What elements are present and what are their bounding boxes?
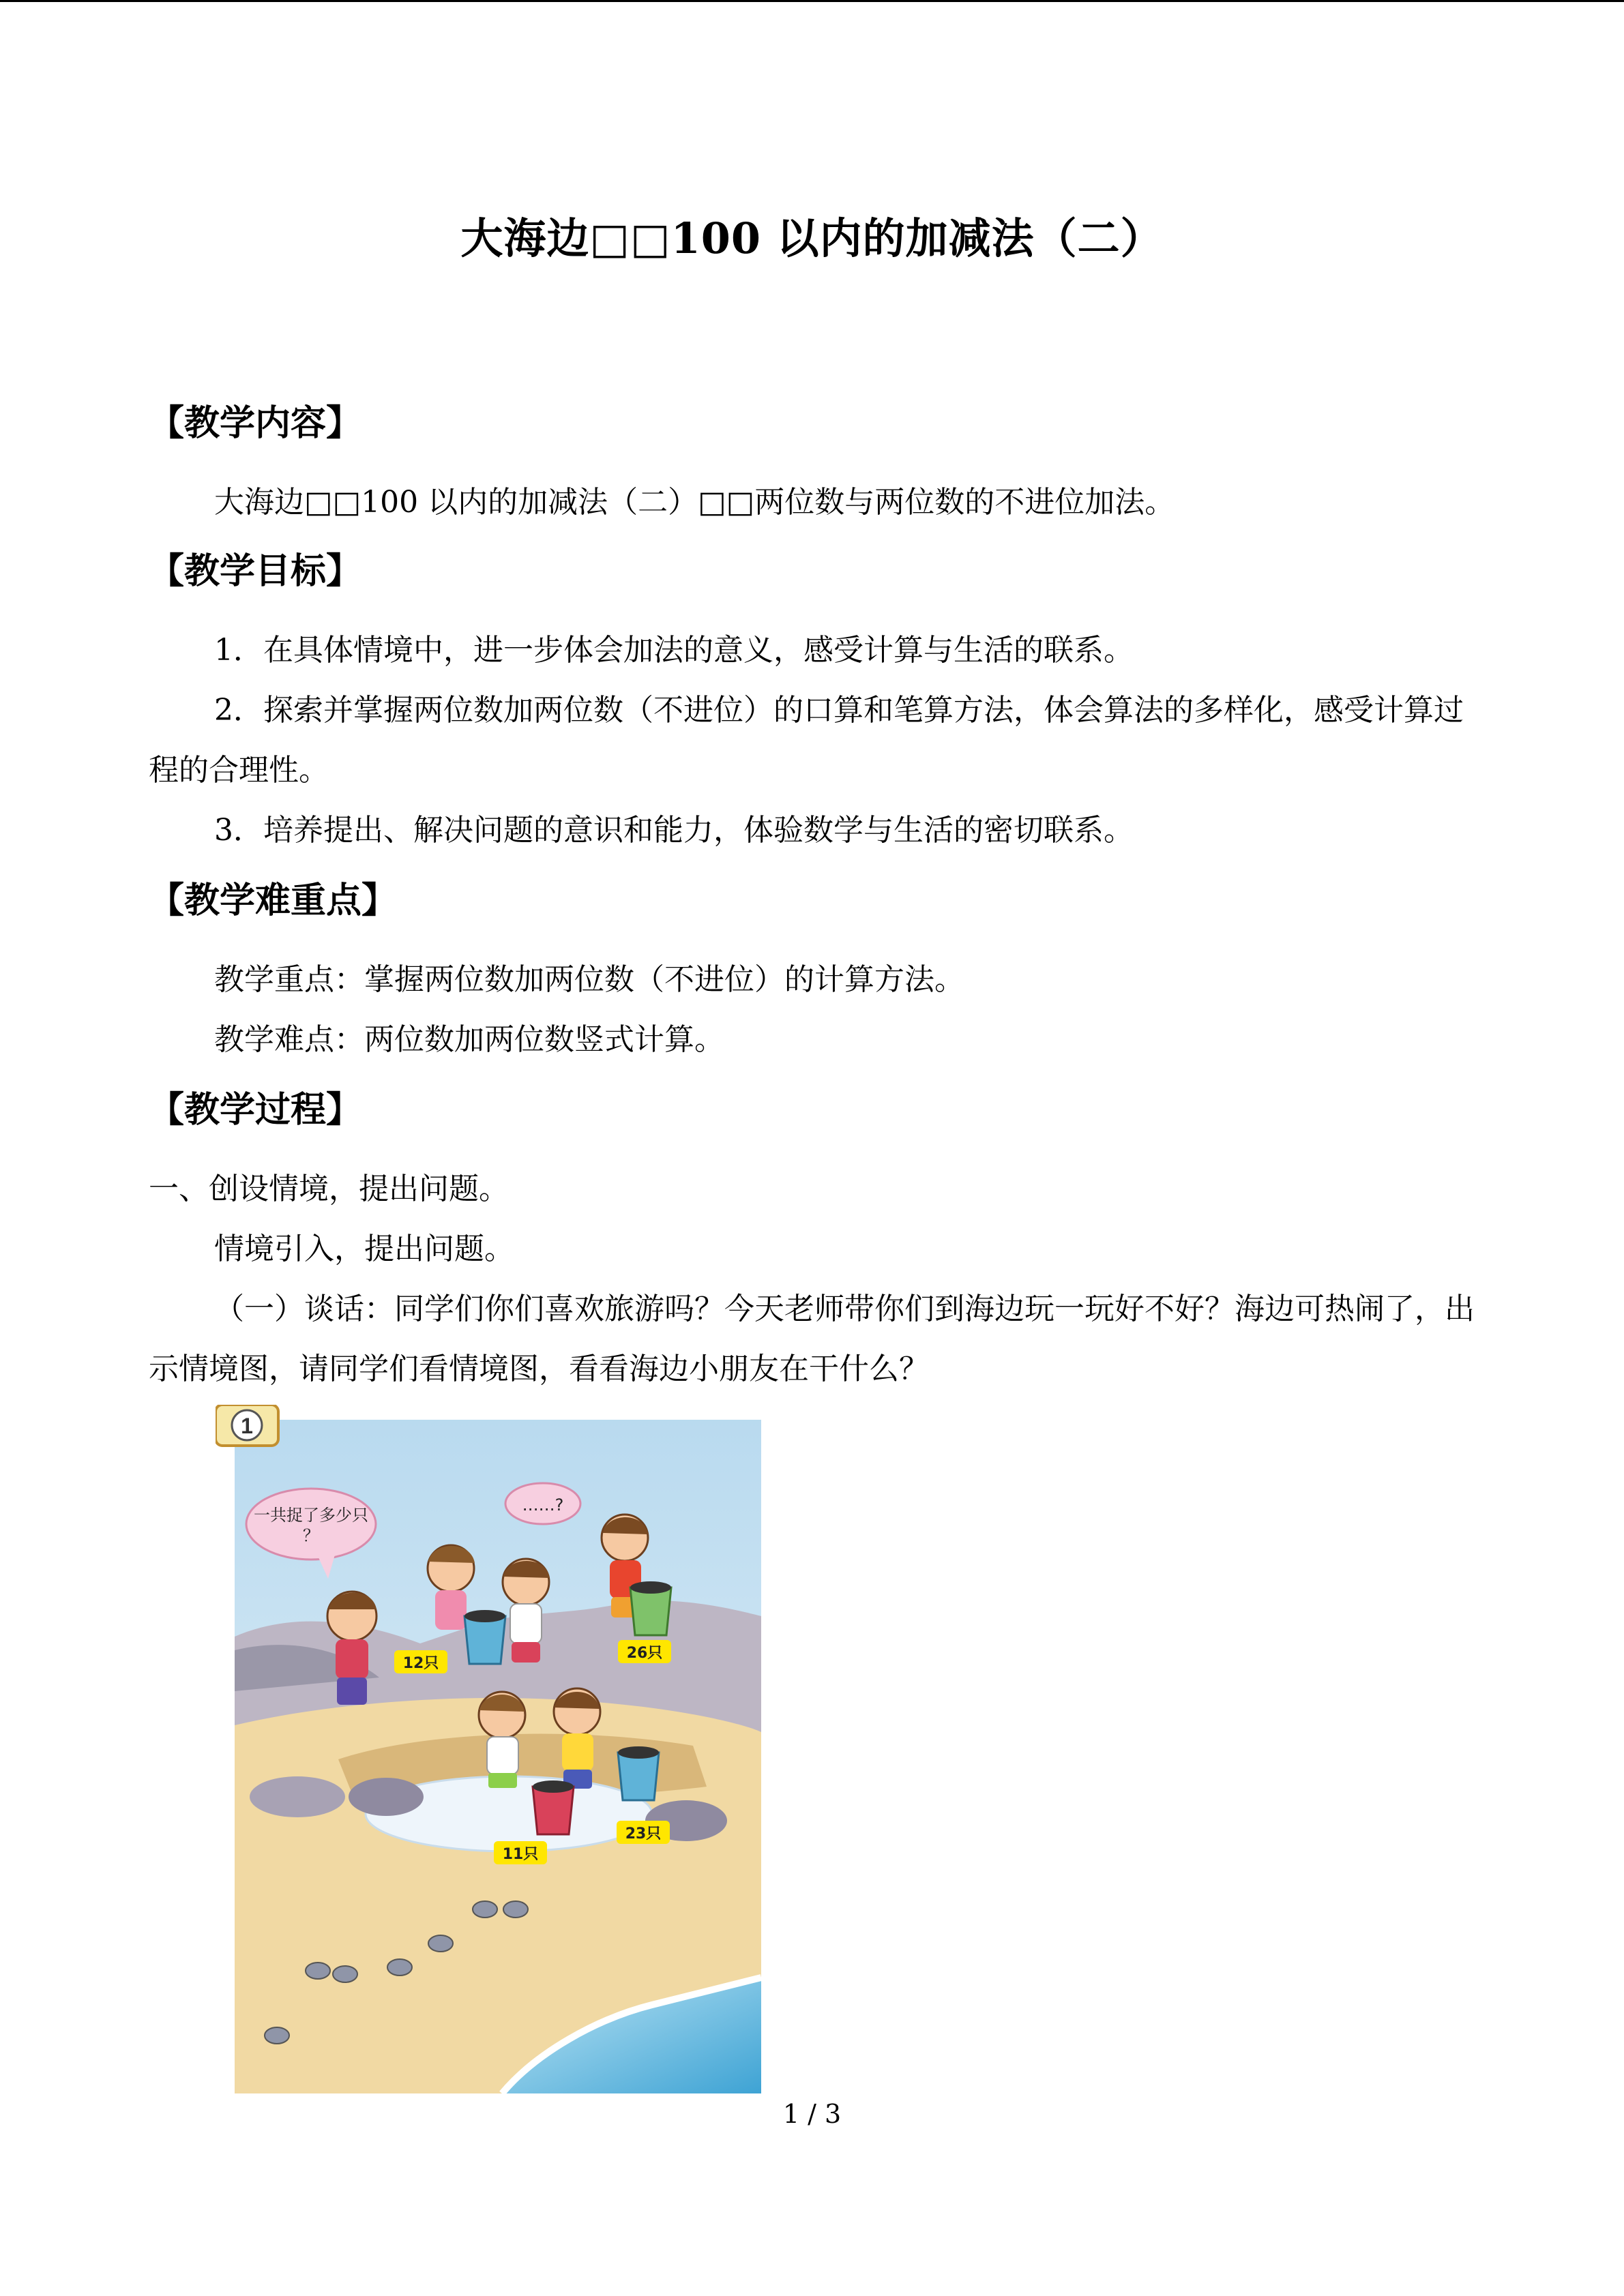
section-heading-process: 【教学过程】 (149, 1090, 362, 1131)
svg-text:1: 1 (241, 1414, 253, 1438)
count-label-26 (618, 1640, 671, 1663)
key-point: 教学重点：掌握两位数加两位数（不进位）的计算方法。 (214, 962, 964, 997)
svg-text:？: ？ (303, 1526, 319, 1545)
crab-icon (333, 1966, 357, 1982)
section-heading-content: 【教学内容】 (149, 403, 362, 444)
crab-icon (387, 1959, 412, 1976)
exercise-badge (216, 1405, 278, 1446)
section-heading-key-points: 【教学难重点】 (149, 880, 398, 921)
svg-text:23只: 23只 (625, 1825, 662, 1843)
page-number: 1 / 3 (782, 2099, 842, 2129)
top-border (0, 0, 1624, 2)
speech-bubble-top (505, 1483, 580, 1524)
crab-icon (428, 1935, 453, 1952)
svg-text:……?: ……? (522, 1495, 564, 1515)
crab-icon (306, 1963, 330, 1979)
crab-icon (473, 1901, 497, 1918)
goal-item-2: 2．探索并掌握两位数加两位数（不进位）的口算和笔算方法，体会算法的多样化，感受计算过程的合理性。 (149, 693, 1464, 788)
svg-text:12只: 12只 (402, 1655, 439, 1672)
svg-text:26只: 26只 (626, 1645, 663, 1662)
rock (349, 1778, 424, 1816)
crab-icon (503, 1901, 528, 1918)
count-label-12 (394, 1650, 447, 1673)
bucket-green-top (630, 1581, 671, 1635)
section-heading-goals: 【教学目标】 (149, 551, 362, 592)
goal-item-3: 3．培养提出、解决问题的意识和能力，体验数学与生活的密切联系。 (214, 813, 1134, 848)
count-label-23 (617, 1821, 670, 1844)
rock (250, 1776, 345, 1817)
svg-text:一共捉了多少只: 一共捉了多少只 (254, 1506, 368, 1525)
beach-scene-illustration (216, 1405, 767, 2093)
difficult-point: 教学难点：两位数加两位数竖式计算。 (214, 1022, 724, 1057)
content-text: 大海边□□100 以内的加减法（二）□□两位数与两位数的不进位加法。 (214, 485, 1175, 520)
svg-text:11只: 11只 (502, 1846, 539, 1863)
page-title: 大海边□□100 以内的加减法（二） (460, 213, 1164, 263)
intro-text: 情境引入，提出问题。 (214, 1232, 514, 1266)
bucket-red (533, 1780, 574, 1834)
crab-icon (265, 2027, 289, 2044)
talk-text: （一）谈话：同学们你们喜欢旅游吗？今天老师带你们到海边玩一玩好不好？海边可热闹了，出示情境图，请同学们看情境图，看看海边小朋友在干什么？ (149, 1292, 1475, 1386)
goal-item-1: 1．在具体情境中，进一步体会加法的意义，感受计算与生活的联系。 (214, 633, 1134, 668)
count-label-11 (494, 1841, 547, 1864)
process-step-1: 一、创设情境，提出问题。 (149, 1172, 509, 1206)
bucket-green-bottom (618, 1746, 659, 1800)
bucket-blue (464, 1610, 505, 1664)
